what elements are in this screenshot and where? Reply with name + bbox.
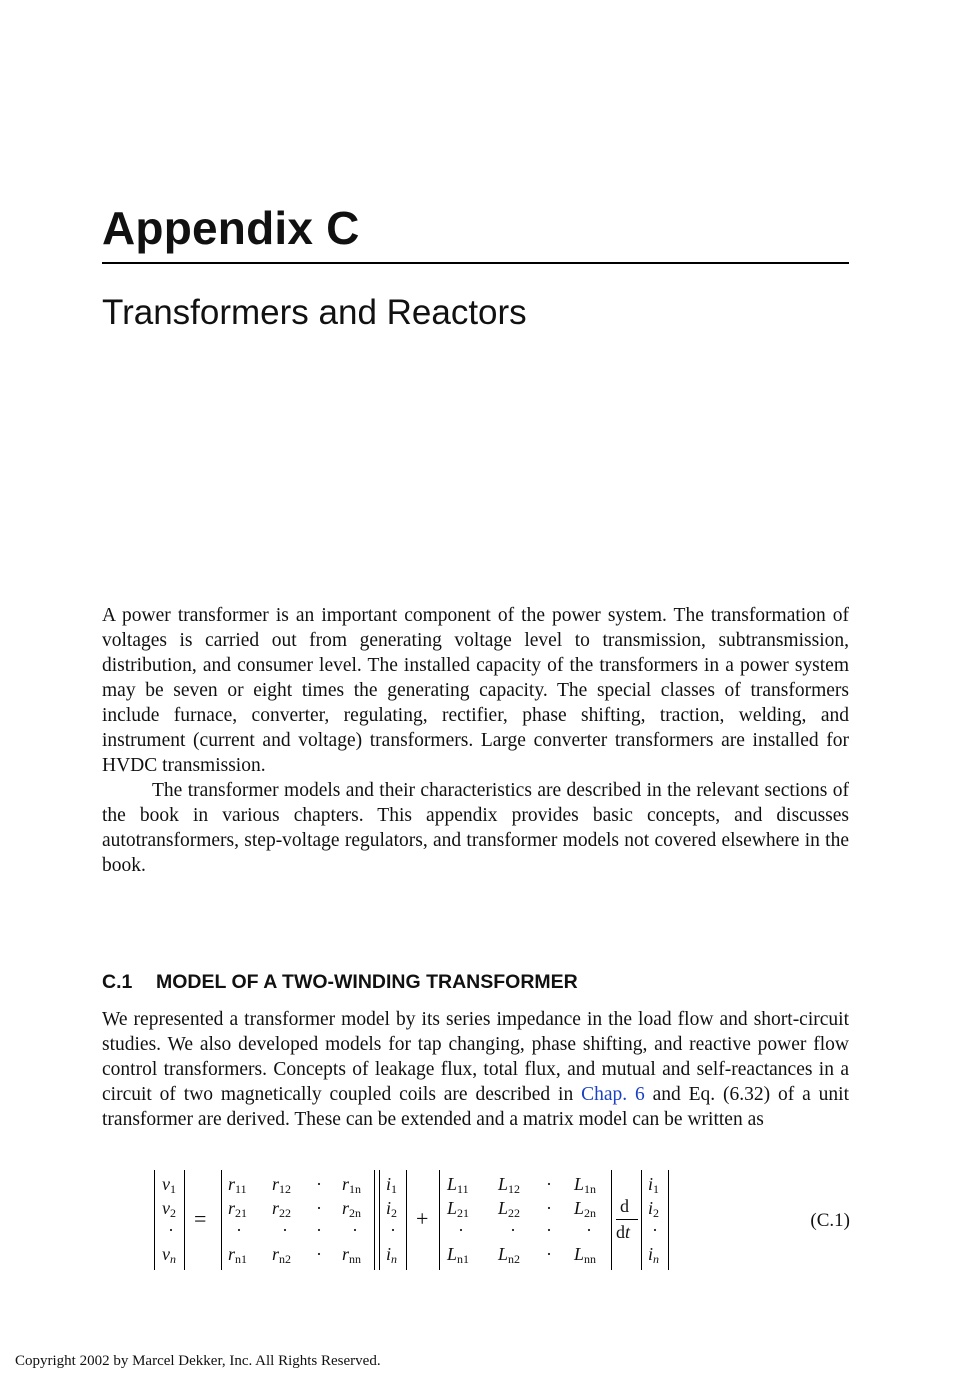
copyright-footer: Copyright 2002 by Marcel Dekker, Inc. All Rights Reserved. — [15, 1353, 381, 1369]
eq-v1: $v_1$ — [162, 1174, 176, 1196]
eq-Ln2: $L_{n2}$ — [498, 1244, 521, 1266]
eq-rn1: $r_{n1}$ — [228, 1244, 248, 1266]
eq-dot: · — [586, 1220, 592, 1240]
eq-r21: $r_{21}$ — [228, 1198, 248, 1220]
eq-L2n: $L_{2n}$ — [574, 1198, 597, 1220]
eq-L22: $L_{22}$ — [498, 1198, 521, 1220]
section-title: MODEL OF A TWO-WINDING TRANSFORMER — [156, 971, 578, 993]
eq-dot: · — [316, 1198, 322, 1218]
eq-dot: · — [316, 1244, 322, 1264]
eq-dot: · — [390, 1220, 396, 1240]
eq-i2: $i_2$ — [386, 1198, 398, 1220]
bar — [406, 1170, 407, 1270]
eq-i1b: $i_1$ — [648, 1174, 660, 1196]
bar — [379, 1170, 380, 1270]
eq-Lnn: $L_{nn}$ — [574, 1244, 597, 1266]
eq-L12: $L_{12}$ — [498, 1174, 521, 1196]
eq-dot: · — [282, 1220, 288, 1240]
fraction-line — [616, 1219, 638, 1220]
bar — [221, 1170, 222, 1270]
bar — [439, 1170, 440, 1270]
bar — [154, 1170, 155, 1270]
eq-in: $i_n$ — [386, 1244, 398, 1266]
equation-c1 — [150, 1170, 850, 1270]
intro-text — [102, 603, 849, 878]
eq-dot: · — [316, 1220, 322, 1240]
eq-d-numerator: d — [620, 1196, 629, 1216]
eq-dot: · — [236, 1220, 242, 1240]
eq-dot: · — [546, 1244, 552, 1264]
bar — [611, 1170, 612, 1270]
eq-plus: + — [416, 1206, 429, 1231]
section-text-after-link: and Eq. (6.32) of a unit transformer are derived. These can be extended and a matrix model can be written as — [102, 1084, 849, 1130]
eq-dt-denominator: dt — [616, 1222, 631, 1242]
section-paragraph — [102, 1007, 849, 1132]
intro-paragraph-2: The transformer models and their characteristics are described in the relevant sections of the book in various chapters. This appendix provides basic concepts, and discusses autotransformers, step-voltage regulators, and transformer models not covered elsewhere in the book. — [102, 780, 849, 876]
eq-v2: $v_2$ — [162, 1198, 176, 1220]
section-text — [102, 1007, 849, 1132]
section-heading — [102, 969, 850, 995]
chapter-title: Appendix C — [102, 202, 360, 254]
eq-L21: $L_{21}$ — [447, 1198, 470, 1220]
section-number: C.1 — [102, 971, 133, 993]
eq-rn2: $r_{n2}$ — [272, 1244, 292, 1266]
eq-dot: · — [458, 1220, 464, 1240]
eq-rnn: $r_{nn}$ — [342, 1244, 362, 1266]
eq-dot: · — [352, 1220, 358, 1240]
chapter-link[interactable]: Chap. 6 — [581, 1084, 645, 1105]
eq-r22: $r_{22}$ — [272, 1198, 292, 1220]
chapter-subtitle: Transformers and Reactors — [102, 293, 527, 332]
eq-equals: = — [194, 1206, 207, 1231]
eq-L11: $L_{11}$ — [447, 1174, 469, 1196]
eq-r12: $r_{12}$ — [272, 1174, 292, 1196]
bar — [668, 1170, 669, 1270]
eq-Ln1: $L_{n1}$ — [447, 1244, 470, 1266]
eq-L1n: $L_{1n}$ — [574, 1174, 597, 1196]
eq-dot: · — [168, 1220, 174, 1240]
eq-inb: $i_n$ — [648, 1244, 660, 1266]
eq-dot: · — [546, 1198, 552, 1218]
eq-dot: · — [546, 1174, 552, 1194]
eq-r1n: $r_{1n}$ — [342, 1174, 362, 1196]
eq-r2n: $r_{2n}$ — [342, 1198, 362, 1220]
eq-i2b: $i_2$ — [648, 1198, 660, 1220]
eq-dot: · — [546, 1220, 552, 1240]
eq-dot: · — [316, 1174, 322, 1194]
eq-dot: · — [510, 1220, 516, 1240]
bar — [184, 1170, 185, 1270]
section-text-before-link: We represented a transformer model by its series impedance in the load flow and short-circuit studies. We also developed models for tap changing, phase shifting, and reactive power flow control transformers. Concepts of leakage flux, total flux, and mutual and self-reactances in a circuit of two magnetically coupled coils are described in — [102, 1009, 849, 1105]
eq-i1: $i_1$ — [386, 1174, 398, 1196]
eq-r11: $r_{11}$ — [228, 1174, 247, 1196]
bar — [641, 1170, 642, 1270]
bar — [374, 1170, 375, 1270]
eq-dot: · — [652, 1220, 658, 1240]
title-rule — [102, 262, 849, 264]
eq-vn: $v_n$ — [162, 1244, 176, 1266]
intro-paragraph-1: A power transformer is an important component of the power system. The transformation of voltages is carried out from generating voltage level to transmission, subtransmission, distribution, and consumer level. The installed capacity of the transformers in a power system may be seven or eight times the generating capacity. The special classes of transformers include furnace, converter, regulating, rectifier, phase shifting, traction, welding, and instrument (current and voltage) transformers. Large converter transformers are installed for HVDC transmission. — [102, 605, 849, 776]
equation-number: (C.1) — [810, 1210, 850, 1231]
